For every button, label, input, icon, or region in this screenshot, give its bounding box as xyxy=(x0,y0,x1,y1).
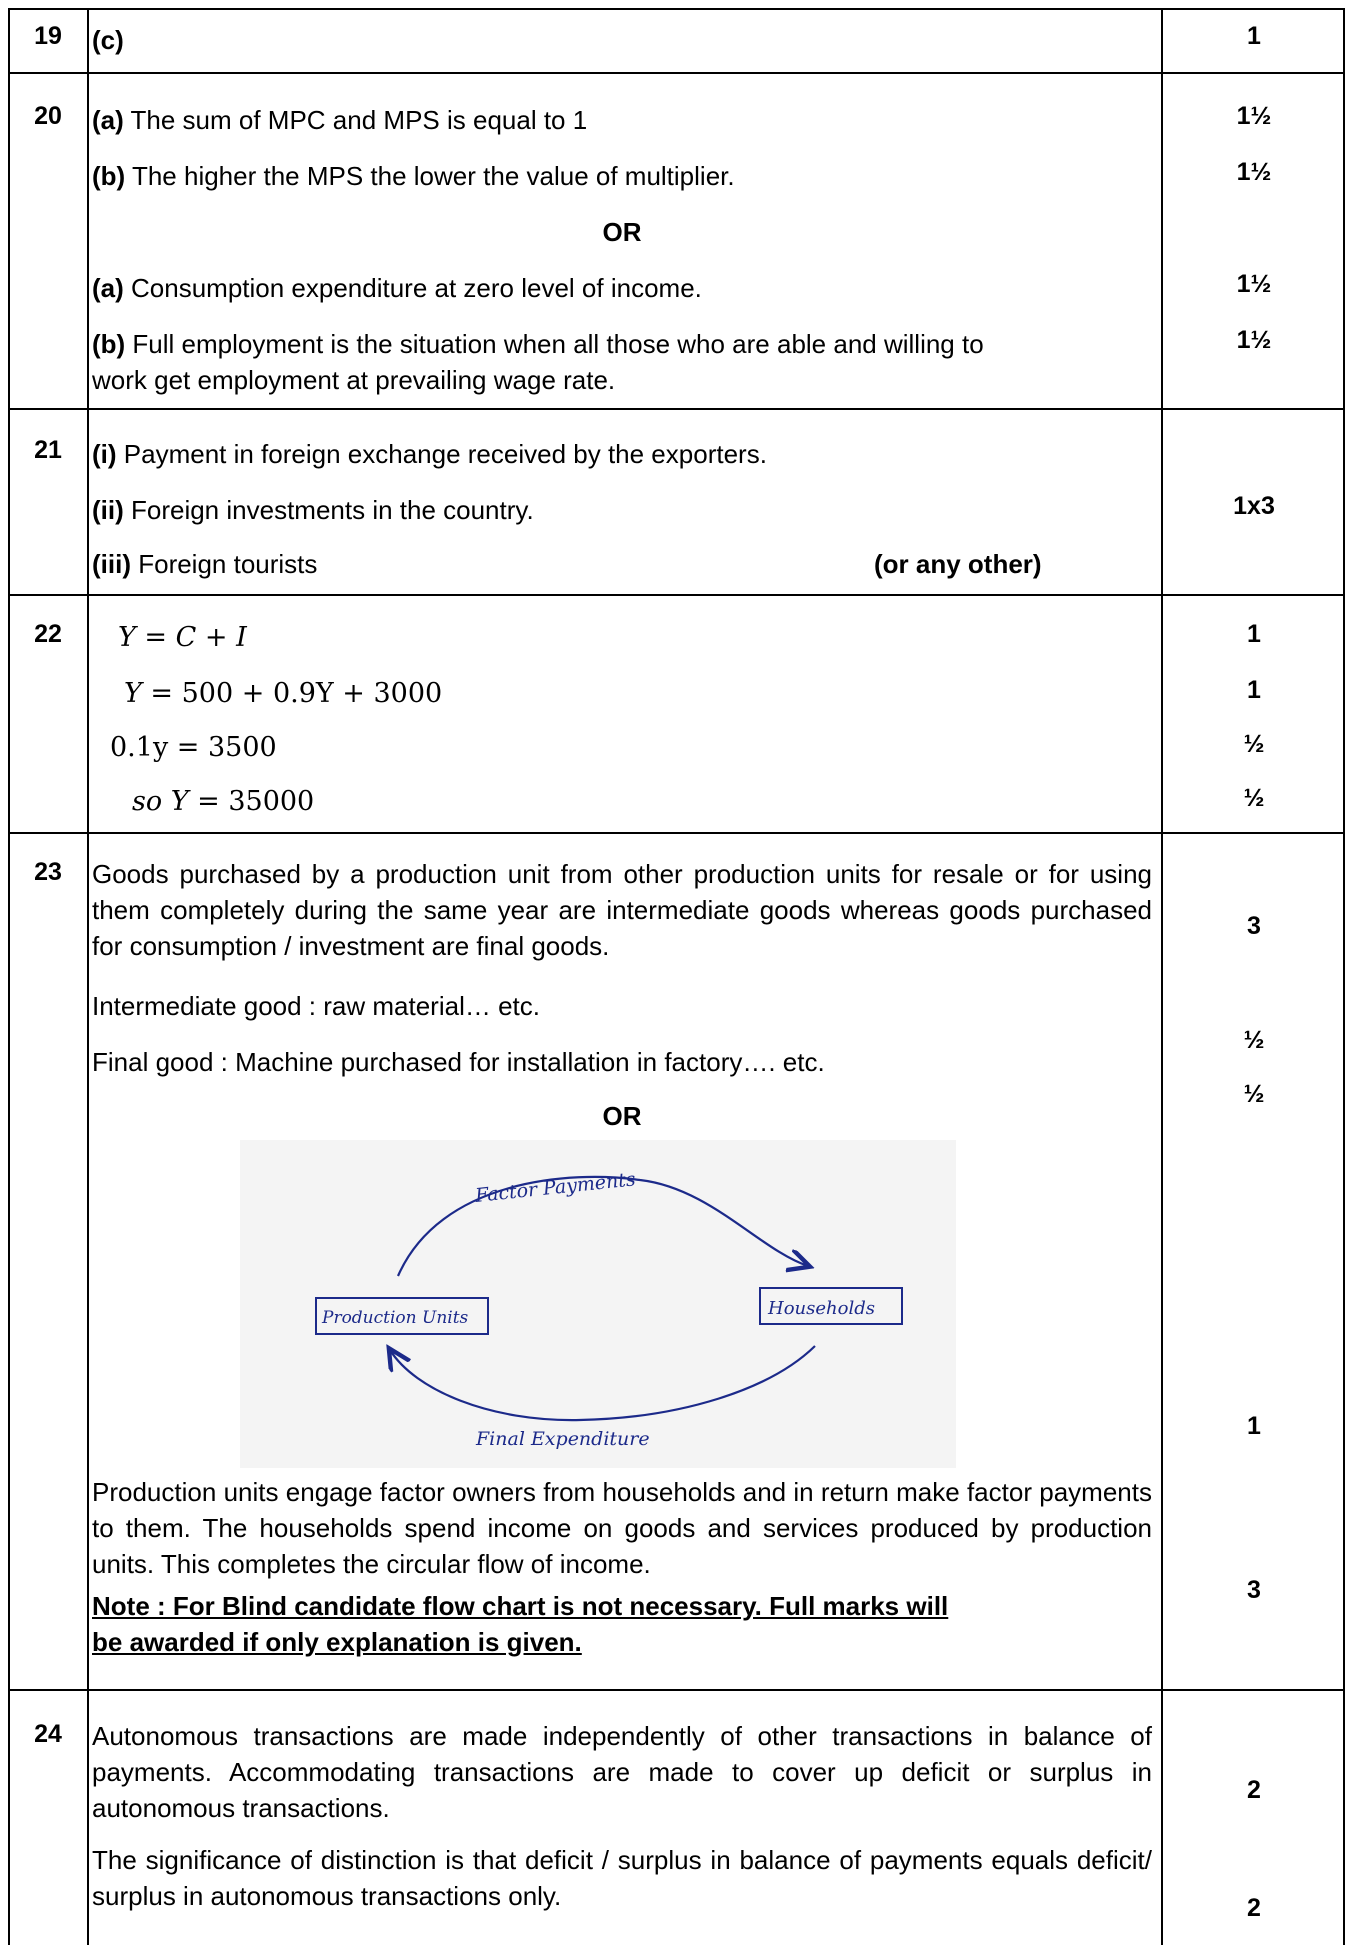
question-number: 19 xyxy=(34,22,62,50)
answer-text: Foreign tourists xyxy=(131,549,318,579)
marks-value: 2 xyxy=(1247,1776,1261,1804)
answer-text: Payment in foreign exchange received by the exporters. xyxy=(116,439,767,469)
column-divider xyxy=(87,8,89,1945)
marking-scheme-table xyxy=(8,8,1345,1945)
row-divider xyxy=(8,8,1345,10)
answer-text: Consumption expenditure at zero level of income. xyxy=(123,273,702,303)
marks-value: 3 xyxy=(1247,912,1261,940)
answer-aside: (or any other) xyxy=(874,549,1042,579)
answer-label: (b) xyxy=(92,161,126,191)
equation: Y = C + I xyxy=(118,622,247,653)
marks-value: 1 xyxy=(1247,1412,1261,1440)
answer-text: The higher the MPS the lower the value of multiplier. xyxy=(125,161,735,191)
equation: 0.1y = 3500 xyxy=(110,732,277,763)
answer-line xyxy=(92,158,1152,194)
answer-line: Final good : Machine purchased for installation in factory…. etc. xyxy=(92,1047,825,1077)
or-separator: OR xyxy=(602,217,642,247)
or-separator: OR xyxy=(602,1101,642,1131)
marks-value: ½ xyxy=(1243,1080,1265,1108)
final-expenditure-label: Final Expenditure xyxy=(476,1428,650,1450)
answer-label: (i) xyxy=(92,439,117,469)
answer-line xyxy=(92,436,1152,472)
question-number: 21 xyxy=(34,436,62,464)
answer-line-continued: work get employment at prevailing wage rate. xyxy=(92,365,616,395)
answer-label: (b) xyxy=(92,329,126,359)
factor-payments-label: Factor Payments xyxy=(474,1168,637,1207)
answer-paragraph: Goods purchased by a production unit from other production units for resale or for using them completely during the same year are intermediate goods whereas goods purchased for consumption / investment are final goods. xyxy=(92,859,1152,961)
equation: Y = 500 + 0.9Y + 3000 xyxy=(124,678,443,709)
marks-value: 2 xyxy=(1247,1894,1261,1922)
note-text: Note : For Blind candidate flow chart is not necessary. Full marks will be awarded if only explanation is given. xyxy=(92,1591,949,1657)
answer-text: Full employment is the situation when all those who are able and willing to xyxy=(125,329,984,359)
row-divider xyxy=(8,1689,1345,1691)
row-divider xyxy=(8,594,1345,596)
answer-line xyxy=(92,492,1152,528)
answer-text: Foreign investments in the country. xyxy=(123,495,534,525)
answer-line xyxy=(92,22,1152,58)
answer-label: (iii) xyxy=(92,549,131,579)
households-label: Households xyxy=(768,1298,875,1319)
marks-value: 1 xyxy=(1247,22,1261,50)
circular-flow-diagram xyxy=(240,1140,956,1468)
answer-label: (a) xyxy=(92,105,124,135)
answer-paragraph: Autonomous transactions are made independently of other transactions in balance of payments. Accommodating transactions are made to cover up deficit or surplus in autonomous transactions. xyxy=(92,1721,1152,1823)
answer-label: (ii) xyxy=(92,495,124,525)
marks-value: 1½ xyxy=(1236,102,1272,130)
marks-value: ½ xyxy=(1243,784,1265,812)
marks-value: ½ xyxy=(1243,1026,1265,1054)
answer-label: (a) xyxy=(92,273,124,303)
question-number: 20 xyxy=(34,102,62,130)
answer-line xyxy=(92,326,1152,362)
row-divider xyxy=(8,832,1345,834)
marks-value: 1½ xyxy=(1236,270,1272,298)
answer-label: (c) xyxy=(92,25,124,55)
question-number: 22 xyxy=(34,620,62,648)
marks-value: ½ xyxy=(1243,730,1265,758)
row-divider xyxy=(8,72,1345,74)
final-expenditure-arrow xyxy=(390,1346,815,1420)
marks-value: 1 xyxy=(1247,620,1261,648)
answer-paragraph: Production units engage factor owners from households and in return make factor payments to them. The households spend income on goods and services produced by production units. This completes the circular flow of income. xyxy=(92,1477,1152,1579)
marks-value: 1x3 xyxy=(1233,492,1275,520)
production-units-label: Production Units xyxy=(322,1308,469,1328)
question-number: 23 xyxy=(34,858,62,886)
row-divider xyxy=(8,408,1345,410)
marks-value: 1½ xyxy=(1236,158,1272,186)
column-divider xyxy=(8,8,10,1945)
question-number: 24 xyxy=(34,1720,62,1748)
answer-line xyxy=(92,270,1152,306)
marks-value: 1 xyxy=(1247,676,1261,704)
answer-paragraph: The significance of distinction is that deficit / surplus in balance of payments equals deficit/ surplus in autonomous transactions only. xyxy=(92,1845,1152,1911)
answer-line xyxy=(92,102,1152,138)
marks-value: 3 xyxy=(1247,1576,1261,1604)
marks-value: 1½ xyxy=(1236,326,1272,354)
equation: so Y = 35000 xyxy=(132,786,315,817)
answer-text: The sum of MPC and MPS is equal to 1 xyxy=(123,105,588,135)
answer-line: Intermediate good : raw material… etc. xyxy=(92,991,540,1021)
